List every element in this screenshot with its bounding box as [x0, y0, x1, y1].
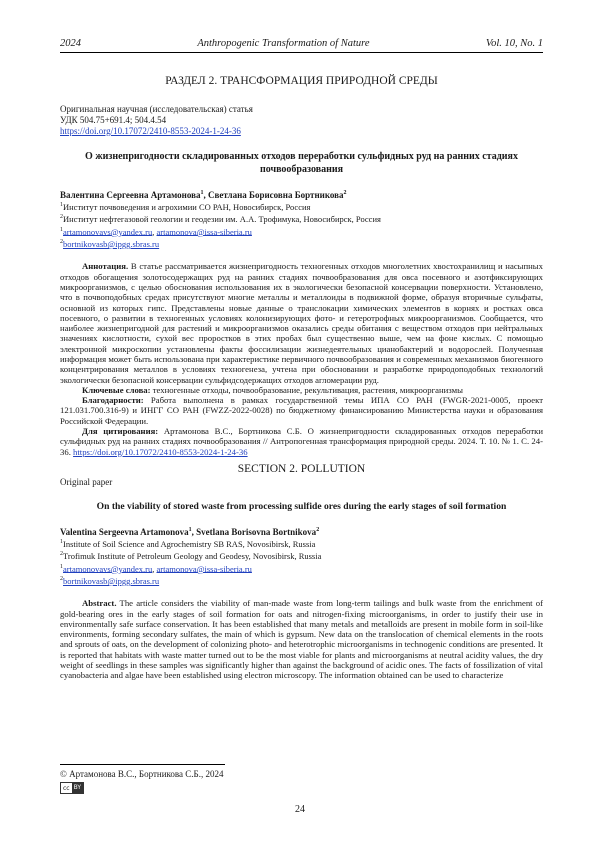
emails-2-en: $^2$bortnikovasb@ipgg.sbras.ru [60, 575, 160, 586]
article-title-en: On the viability of stored waste from processing sulfide ores during the early stages of soil formation [96, 500, 507, 512]
affiliation-2-ru: $^2$Институт нефтегазовой геологии и геодезии им. А.А. Трофимука, Новосибирск, Россия [60, 214, 381, 225]
email-link[interactable]: artamonovavs@yandex.ru [63, 563, 153, 574]
page-number: 24 [295, 804, 305, 815]
acknowledgements-ru: Благодарности: Работа выполнена в рамках государственной темы ИПА СО РАН (FWGR-2021-0005, проект 121.031.700.316-9) и ИНГГ СО РАН (FWZZ-2022-0028) по бюджетному финансированию Министерства науки и образования Российской Федерации. [60, 395, 543, 426]
running-header [60, 38, 543, 53]
abstract-ru: Аннотация. В статье рассматривается жизнепригодность техногенных отходов многолетних хвостохранилищ и насыпных отходов обогащения золотосодержащих руд на ранних стадиях почвообразования для овса посевного и азотфиксирующих микроорганизмов, с целью обоснования использования их в экологически безопасной консервации поверхности. Установлено, что в почвоподобных средах присутствуют многие металлы и металлоиды в подвижной форме, образуя вторичные сульфаты, основной из которых гипс. Представлены новые данные о транслокации химических элементов в корнях и ростках овса посевного, о развитии в техногенных условиях колонизирующих фото- и гетеротрофных микроорганизмов. Сообщается, что наиболее жизнепригодной для растений и микроорганизмов оказались среды обитания с веществом отходов при нейтральных значениях кислотности, сухой вес проростков в этих пробах был существенно выше, чем на фоне кислых. С помощью электронной микроскопии установлены факты фоссилизации жизнедеятельных цианобактерий и водорослей. Полученная информация может быть использована при характеристике первичного почвообразования и современных механизмов биогенного концентрирования металлов в условиях техногенеза, учтена при обосновании и разработке природоподобных технологий экологически безопасной консервации сульфидсодержащих отходов агломерации руд. [60, 261, 543, 385]
email-link[interactable]: artamonova@issa-siberia.ru [156, 226, 252, 237]
header-volume: Vol. 10, No. 1 [485, 38, 543, 49]
article-type-ru: Оригинальная научная (исследовательская) статья [60, 104, 253, 114]
affiliation-1-ru: $^1$Институт почвоведения и агрохимии СО РАН, Новосибирск, Россия [60, 201, 311, 212]
article-type-en: Original paper [60, 476, 113, 487]
copyright: © Артамонова В.С., Бортникова С.Б., 2024 [60, 769, 224, 779]
email-link[interactable]: bortnikovasb@ipgg.sbras.ru [63, 575, 160, 586]
doi-link[interactable]: https://doi.org/10.17072/2410-8553-2024-1-24-36 [60, 126, 241, 136]
authors-en: Valentina Sergeevna Artamonova$^1$, Svetlana Borisovna Bortnikova$^2$ [60, 526, 320, 537]
author-1: Валентина Сергеевна Артамонова [60, 190, 201, 200]
emails-1-en: $^1$artamonovavs@yandex.ru, artamonova@issa-siberia.ru [60, 563, 252, 574]
header-journal: Anthropogenic Transformation of Nature [197, 38, 370, 49]
affiliation-2-en: $^2$Trofimuk Institute of Petroleum Geology and Geodesy, Novosibirsk, Russia [60, 551, 322, 562]
email-link[interactable]: artamonovavs@yandex.ru [63, 226, 153, 237]
udc: УДК 504.75+691.4; 504.4.54 [60, 115, 167, 125]
authors-ru: Валентина Сергеевна Артамонова$^1$, Светлана Борисовна Бортникова$^2$ [60, 190, 347, 200]
citation-ru: Для цитирования: Артамонова В.С., Бортникова С.Б. О жизнепригодности складированных отходов переработки сульфидных руд на ранних стадиях почвообразования // Антропогенная трансформация природной среды. 2024. Т. 10. № 1. С. 24-36. https://doi.org/10.17072/2410-8553-2024-1-24-36 [60, 426, 544, 457]
emails-1-ru: $^1$artamonovavs@yandex.ru, artamonova@issa-siberia.ru [60, 226, 252, 237]
author-2: Светлана Борисовна Бортникова [207, 190, 344, 200]
cc-by-license-icon[interactable]: cc BY [60, 782, 84, 794]
email-link[interactable]: bortnikovasb@ipgg.sbras.ru [63, 238, 160, 249]
section-title-ru: РАЗДЕЛ 2. ТРАНСФОРМАЦИЯ ПРИРОДНОЙ СРЕДЫ [165, 75, 438, 87]
header-year: 2024 [60, 38, 81, 49]
article-title-ru: О жизнепригодности складированных отходов переработки сульфидных руд на ранних стадиях почвообразования [85, 151, 518, 175]
abstract-en: Abstract. The article considers the viability of man-made waste from long-term tailings and bulk waste from the enrichment of gold-bearing ores in the early stages of soil formation for oats and nitrogen-fixing microorganisms, in order to justify their use in environmentally safe surface conservation. It has been established that many metals and metalloids are present in mobile form in soil-like environments, forming secondary sulfates, the main of which is gypsum. New data on the translocation of chemical elements in the roots and sprouts of oats, on the development of colonizing photo- and heterotrophic microorganisms in technogenic conditions are presented. It is reported that habitats with waste matter turned out to be the most viable for plants and microorganisms at neutral acidity values, the dry weight of seedlings in these samples was significantly higher than against the background of acidic ones. The facts of fossilization of vital cyanobacteria and algae have been established using electron microscopy. The information obtained can be used to characterize [60, 598, 543, 681]
section-title-en: SECTION 2. POLLUTION [237, 462, 366, 475]
footnote-divider [60, 764, 225, 765]
emails-2-ru: $^2$bortnikovasb@ipgg.sbras.ru [60, 238, 160, 249]
author-2: Svetlana Borisovna Bortnikova [196, 526, 317, 537]
email-link[interactable]: artamonova@issa-siberia.ru [156, 563, 252, 574]
footnote [60, 764, 543, 794]
keywords-ru: Ключевые слова: техногенные отходы, почвообразование, рекультивация, растения, микроорганизмы [82, 384, 463, 395]
page [60, 38, 543, 681]
affiliation-1-en: $^1$Institute of Soil Science and Agrochemistry SB RAS, Novosibirsk, Russia [60, 538, 316, 549]
doi-link[interactable]: https://doi.org/10.17072/2410-8553-2024-1-24-36 [73, 446, 248, 457]
author-1: Valentina Sergeevna Artamonova [60, 526, 189, 537]
